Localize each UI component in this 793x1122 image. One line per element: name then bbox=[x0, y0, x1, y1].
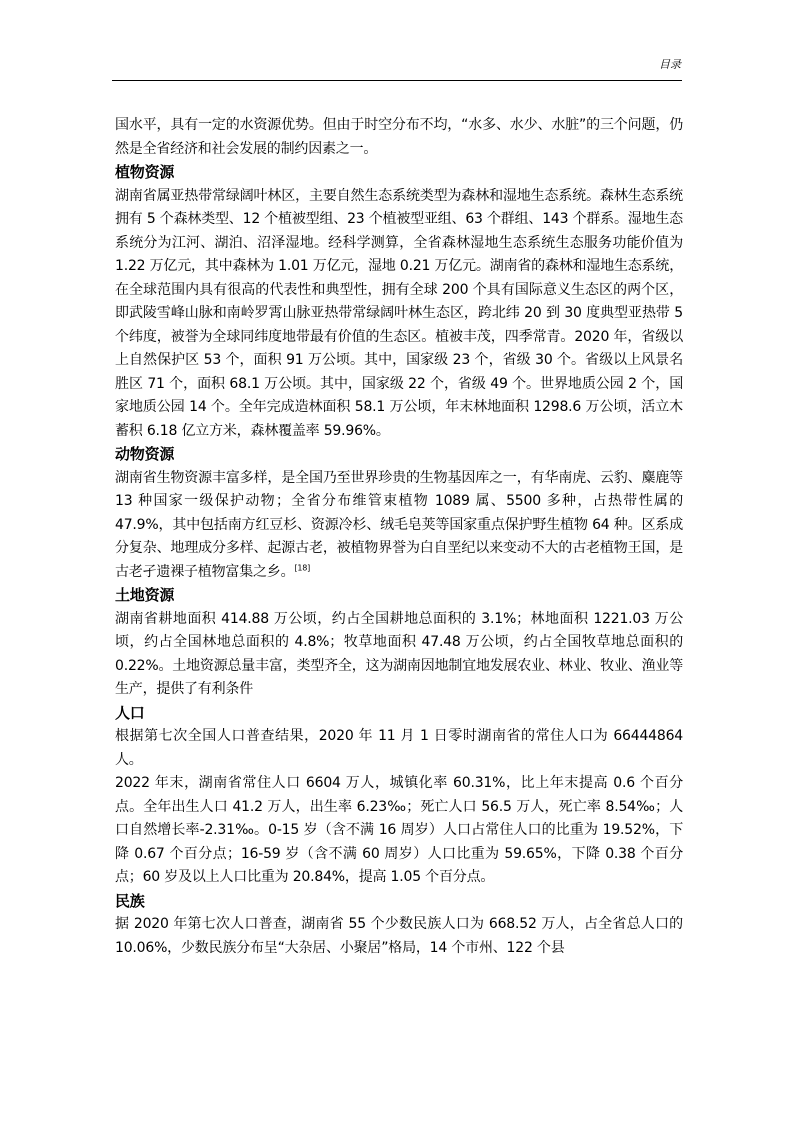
header-divider bbox=[112, 80, 682, 81]
population-stats-paragraph: 2022 年末，湖南省常住人口 6604 万人，城镇化率 60.31%，比上年末提高 0.6 个百分点。全年出生人口 41.2 万人，出生率 6.23‰；死亡人口 56.5 万人，死亡率 8.54‰；人口自然增长率-2.31‰。0-15 岁（含不满 16 周岁）人口占常住人口的比重为 19.52%，下降 0.67 个百分点；16-59 岁（含不满 60 周岁）人口比重为 59.65%，下降 0.38 个百分点；60 岁及以上人口比重为 20.84%，提高 1.05 个百分点。 bbox=[115, 775, 683, 885]
census-paragraph: 根据第七次全国人口普查结果，2020 年 11 月 1 日零时湖南省的常住人口为 66444864 人。 bbox=[115, 728, 683, 768]
document-body bbox=[115, 114, 683, 960]
animal-resources-text: 湖南省生物资源丰富多样，是全国乃至世界珍贵的生物基因库之一，有华南虎、云豹、麋鹿等 13 种国家一级保护动物；全省分布维管束植物 1089 属、5500 多种，占热带性属的 47.9%，其中包括南方红豆杉、资源冷杉、绒毛皂荚等国家重点保护野生植物 64 种。区系成分复杂、地理成分多样、起源古老，被植物界誉为白自垩纪以来变动不大的古老植物王国，是古老孑遗裸子植物富集之乡。 bbox=[115, 469, 683, 580]
water-resources-paragraph: 国水平，具有一定的水资源优势。但由于时空分布不均，“水多、水少、水脏”的三个问题，仍然是全省经济和社会发展的制约因素之一。 bbox=[115, 117, 683, 157]
animal-resources-heading: 动物资源 bbox=[115, 445, 175, 463]
ethnic-groups-heading: 民族 bbox=[115, 891, 145, 910]
ethnic-groups-paragraph: 据 2020 年第七次人口普查，湖南省 55 个少数民族人口为 668.52 万人，占全省总人口的 10.06%，少数民族分布呈“大杂居、小聚居”格局，14 个市州、122 个县 bbox=[115, 916, 683, 956]
citation-ref[interactable]: [18] bbox=[294, 562, 311, 572]
land-resources-paragraph: 湖南省耕地面积 414.88 万公顷，约占全国耕地总面积的 3.1%；林地面积 1221.03 万公顷，约占全国林地总面积的 4.8%；牧草地面积 47.48 万公顷，约占全国牧草地总面积的 0.22%。土地资源总量丰富，类型齐全，这为湖南因地制宜地发展农业、林业、牧业、渔业等生产，提供了有利条件 bbox=[115, 610, 683, 697]
plant-resources-paragraph: 湖南省属亚热带常绿阔叶林区，主要自然生态系统类型为森林和湿地生态系统。森林生态系统拥有 5 个森林类型、12 个植被型组、23 个植被型亚组、63 个群组、143 个群系。湿地生态系统分为江河、湖泊、沼泽湿地。经科学测算，全省森林湿地生态系统生态服务功能价值为 1.22 万亿元，其中森林为 1.01 万亿元，湿地 0.21 万亿元。湖南省的森林和湿地生态系统，在全球范围内具有很高的代表性和典型性，拥有全球 200 个具有国际意义生态区的两个区，即武陵雪峰山脉和南岭罗霄山脉亚热带常绿阔叶林生态区，跨北纬 20 到 30 度典型亚热带 5 个纬度，被誉为全球同纬度地带最有价值的生态区。植被丰茂，四季常青。2020 年，省级以上自然保护区 53 个，面积 91 万公顷。其中，国家级 23 个，省级 30 个。省级以上风景名胜区 71 个，面积 68.1 万公顷。其中，国家级 22 个，省级 49 个。世界地质公园 2 个，国家地质公园 14 个。全年完成造林面积 58.1 万公顷，年末林地面积 1298.6 万公顷，活立木蓄积 6.18 亿立方米，森林覆盖率 59.96%。 bbox=[115, 187, 683, 439]
population-heading: 人口 bbox=[115, 703, 145, 722]
plant-resources-heading: 植物资源 bbox=[115, 163, 175, 181]
animal-resources-paragraph bbox=[115, 467, 683, 585]
land-resources-heading: 土地资源 bbox=[115, 586, 175, 604]
header-label: 目录 bbox=[659, 58, 681, 71]
